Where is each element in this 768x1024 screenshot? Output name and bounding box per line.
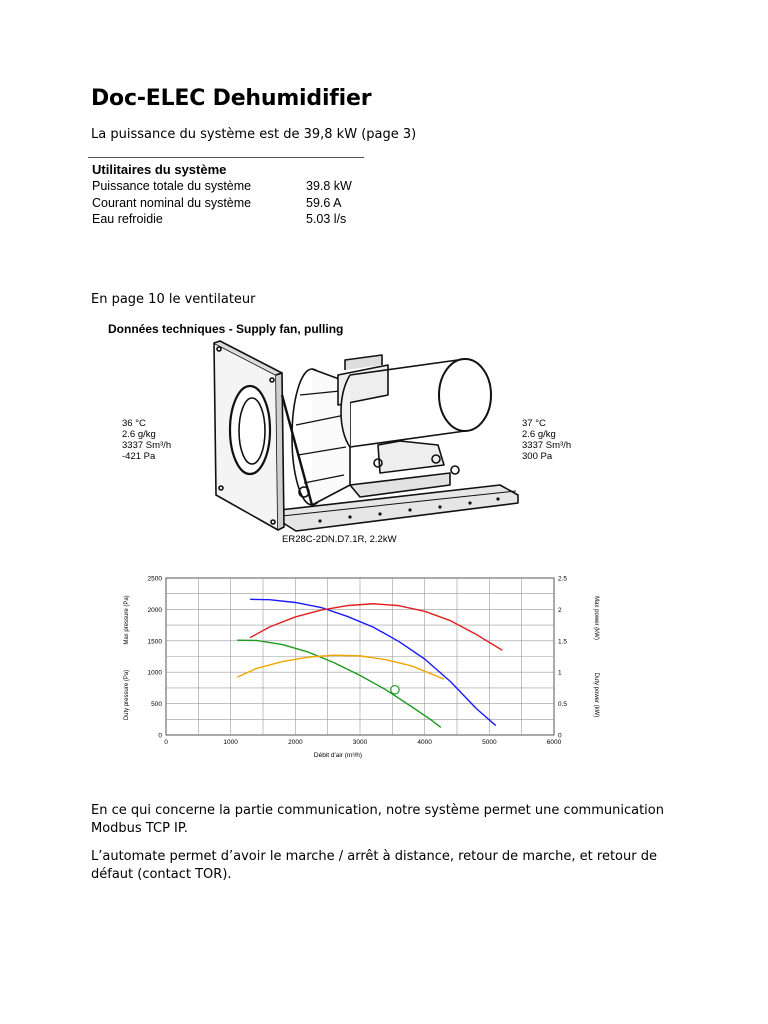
controller-paragraph: L’automate permet d’avoir le marche / arrêt à distance, retour de marche, et retour de défaut (contact TOR).	[91, 849, 657, 882]
x-tick-label: 3000	[352, 739, 368, 746]
x-axis-label: Débit d'air (m³/h)	[313, 752, 363, 759]
chart-ticks	[148, 576, 568, 747]
inlet-flow: 3337 Sm³/h	[122, 440, 172, 451]
x-tick-label: 6000	[546, 739, 562, 746]
utilities-table	[88, 157, 364, 227]
right-axis-label-max-power: Max power (kW)	[593, 596, 599, 640]
inlet-pressure: -421 Pa	[122, 451, 156, 462]
inlet-conditions	[122, 418, 171, 462]
y-left-tick-label: 2000	[147, 606, 162, 614]
chart-series	[237, 599, 502, 727]
left-axis-label-duty-pressure: Duty pressure (Pa)	[124, 669, 130, 721]
x-tick-label: 0	[164, 739, 168, 746]
y-right-tick-label: 2.5	[558, 575, 568, 583]
fan-performance-chart	[112, 568, 599, 760]
intro-paragraph: La puissance du système est de 39,8 kW (page 3)	[91, 127, 417, 142]
x-tick-label: 2000	[288, 739, 303, 746]
fan-intro-paragraph: En page 10 le ventilateur	[91, 292, 256, 307]
y-left-tick-label: 1000	[147, 669, 162, 677]
outlet-pressure: 300 Pa	[522, 451, 553, 462]
series-line-max-pressure-pa	[250, 599, 496, 725]
outlet-humidity: 2.6 g/kg	[522, 429, 556, 440]
fan-model-label: ER28C-2DN.D7.1R, 2.2kW	[282, 534, 397, 545]
x-tick-label: 5000	[482, 739, 497, 746]
left-axis-label-max-pressure: Max pressure (Pa)	[124, 595, 130, 645]
fan-illustration	[200, 335, 525, 535]
outlet-flow: 3337 Sm³/h	[522, 440, 572, 451]
row-value: 59.6 A	[306, 196, 342, 210]
right-axis-label-duty-power: Duty power (kW)	[593, 672, 599, 718]
communication-paragraph: En ce qui concerne la partie communication, notre système permet une communication Modbus TCP IP.	[91, 803, 664, 836]
row-label: Eau refroidie	[92, 212, 163, 226]
row-label: Puissance totale du système	[92, 179, 252, 193]
x-tick-label: 1000	[223, 739, 238, 746]
row-label: Courant nominal du système	[92, 196, 252, 210]
y-right-tick-label: 1.5	[558, 638, 568, 646]
inlet-humidity: 2.6 g/kg	[122, 429, 156, 440]
utilities-heading: Utilitaires du système	[92, 162, 227, 177]
outlet-temperature: 37 °C	[522, 418, 546, 429]
y-left-tick-label: 0	[158, 732, 162, 740]
y-right-tick-label: 0.5	[558, 701, 568, 709]
series-line-max-power-kw	[250, 604, 502, 650]
y-left-tick-label: 2500	[147, 575, 162, 583]
y-right-tick-label: 0	[558, 732, 562, 740]
fan-section-title: Données techniques - Supply fan, pulling	[108, 322, 344, 336]
series-line-duty-power-kw	[237, 655, 444, 679]
page-title: Doc-ELEC Dehumidifier	[91, 86, 372, 111]
row-value: 39.8 kW	[306, 179, 352, 193]
y-right-tick-label: 2	[558, 606, 562, 614]
series-line-duty-pressure-pa	[237, 640, 441, 727]
outlet-conditions	[522, 418, 571, 462]
row-value: 5.03 l/s	[306, 212, 347, 226]
table-top-rule	[88, 157, 364, 158]
inlet-temperature: 36 °C	[122, 418, 146, 429]
y-left-tick-label: 500	[151, 701, 162, 709]
duty-point-marker	[391, 686, 399, 694]
y-left-tick-label: 1500	[147, 638, 162, 646]
x-tick-label: 4000	[417, 739, 432, 746]
y-right-tick-label: 1	[558, 669, 562, 677]
